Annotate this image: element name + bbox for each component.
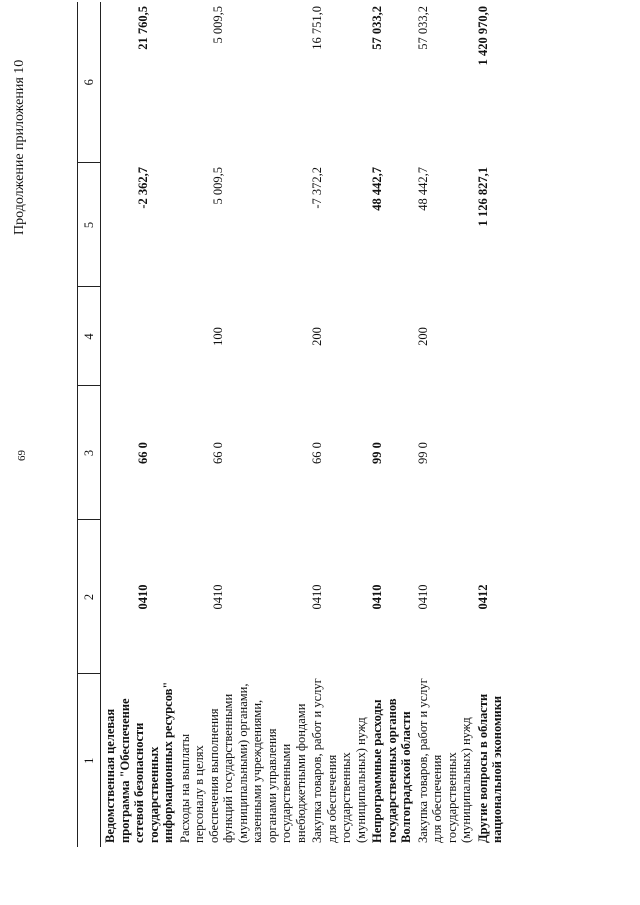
row-target-code: 66 0 [310, 442, 324, 464]
row-section-code: 0410 [415, 584, 430, 610]
row-target-code: 99 0 [415, 442, 430, 464]
row-name: Ведомственная целевая программа "Обеспечение сетевой безопасности государственных информационных ресурсов" [103, 681, 175, 843]
row-change-amount: 1 126 827,1 [475, 167, 490, 227]
header-col-5: 5 [78, 163, 101, 287]
row-name: Закупка товаров, работ и услуг для обеспечения государственных (муниципальных) нужд [415, 678, 473, 843]
table-header-row [78, 2, 101, 847]
row-expense-type: 100 [210, 327, 225, 346]
row-target-code: 99 0 [370, 442, 384, 464]
row-change-amount: -7 372,2 [310, 167, 324, 209]
header-col-1: 1 [78, 674, 101, 847]
row-expense-type [474, 287, 505, 386]
header-col-6: 6 [78, 2, 101, 163]
row-section-code: 0410 [210, 584, 225, 610]
row-name: Закупка товаров, работ и услуг для обеспечения государственных (муниципальных) нужд [310, 678, 368, 843]
row-expense-type: 200 [310, 327, 324, 346]
row-total-amount: 57 033,2 [415, 6, 430, 50]
table-row [368, 2, 414, 847]
row-total-amount: 5 009,5 [210, 6, 225, 44]
header-col-3: 3 [78, 386, 101, 520]
table-row [176, 2, 309, 847]
row-section-code: 0410 [310, 584, 324, 610]
row-expense-type: 200 [415, 327, 430, 346]
row-change-amount: 48 442,7 [415, 167, 430, 211]
table-row [101, 2, 176, 847]
row-change-amount: 48 442,7 [370, 167, 384, 211]
page-number: 69 [16, 450, 28, 461]
row-section-code: 0410 [136, 584, 150, 610]
row-total-amount: 57 033,2 [370, 6, 384, 50]
row-target-code [474, 386, 505, 520]
row-change-amount: -2 362,7 [136, 167, 150, 209]
row-expense-type [101, 287, 176, 386]
row-total-amount: 1 420 970,0 [475, 6, 490, 66]
table-row [308, 2, 368, 847]
header-col-2: 2 [78, 520, 101, 674]
row-target-code: 66 0 [210, 442, 225, 464]
row-total-amount: 21 760,5 [136, 6, 150, 50]
row-total-amount: 16 751,0 [310, 6, 324, 50]
row-expense-type [368, 287, 414, 386]
table-row [474, 2, 505, 847]
row-section-code: 0412 [475, 584, 490, 610]
row-change-amount: 5 009,5 [210, 167, 225, 205]
header-col-4: 4 [78, 287, 101, 386]
row-name: Другие вопросы в области национальной экономики [475, 693, 504, 843]
row-target-code: 66 0 [136, 442, 150, 464]
table-row [414, 2, 474, 847]
row-section-code: 0410 [370, 584, 384, 610]
row-name: Расходы на выплаты персоналу в целях обеспечения выполнения функций государственными (муниципальными) органами, казенными учреждениями, органами управления государственными внебюджетными фондами [177, 683, 308, 843]
row-name: Непрограммные расходы государственных органов Волгоградской области [370, 698, 413, 843]
budget-table [78, 2, 505, 847]
continuation-label: Продолжение приложения 10 [12, 59, 27, 235]
